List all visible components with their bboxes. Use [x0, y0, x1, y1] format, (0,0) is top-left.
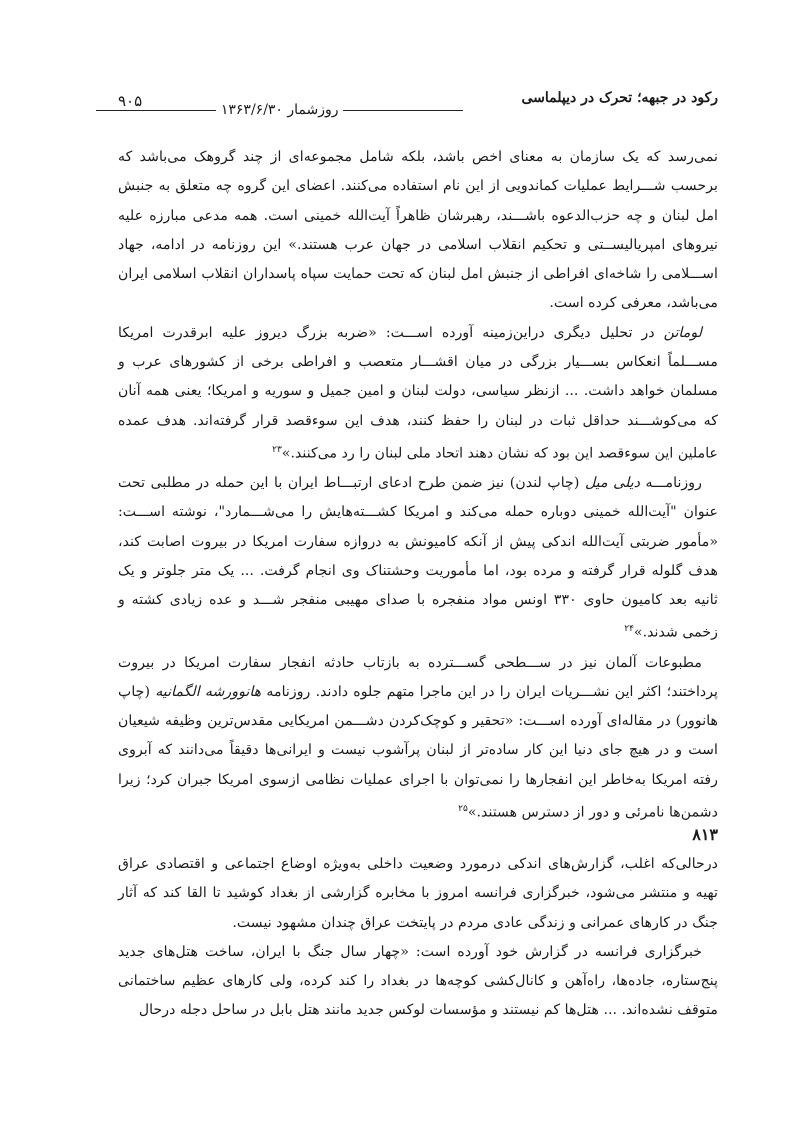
- publication-name: هانوورشه الگمانیه: [155, 683, 262, 700]
- paragraph: [118, 850, 718, 938]
- footnote-marker: ۲۳: [272, 444, 282, 455]
- paragraph-text: نمی‌رسد که یک سازمان به معنای اخص باشد، بلکه شامل مجموعه‌ای از چند گروهک می‌باشد که برحسب شـــرایط عملیات کماندویی از این نام استفاده می‌کنند. اعضای این گروه چه متعلق به جنبش امل لبنان و چه حزب‌الدعوه باشـــند، رهبرشان ظاهراً آیت‌الله خمینی است. همه مدعی مبارزه علیه نیروهای امپریالیســتی و تحکیم انقلاب اسلامی در جهان عرب هستند.» این روزنامه در ادامه، جهاد اســـلامی را شاخه‌ای افراطی از جنبش امل لبنان که تحت حمایت سپاه پاسداران انقلاب اسلامی ایران می‌باشد، معرفی کرده است.: [118, 149, 718, 312]
- section-number: ۸۱۳: [692, 825, 718, 844]
- paragraph-text: روزنامـــه: [639, 475, 702, 491]
- header-rule-right: [343, 110, 463, 111]
- header-rule-left: [96, 110, 216, 111]
- paragraph-text: (چاپ هانوور) در مقاله‌ای آورده اســـت: «تحقیر و کوچک‌کردن دشـــمن امریکایی مقدس‌ترین وظیفه شیعیان است و در هیچ جای دنیا این کار ساده‌تر از لبنان پرآشوب نیست و ایرانی‌ها دقیقاً می‌دانند که آبروی رفته امریکا به‌خاطر این انفجارها را نمی‌توان با اجرای عملیات نظامی ازسوی امریکا جبران کرد؛ زیرا دشمن‌ها نامرئی و دور از دسترس هستند.»: [118, 683, 718, 821]
- paragraph-text: (چاپ لندن) نیز ضمن طرح ادعای ارتبـــاط ایران با این حمله در مطلبی تحت عنوان "آیت‌الله خمینی دوباره حمله می‌کند و امریکا کشـــته‌هایش را می‌شـــمارد"، نوشته اســـت: «مأمور ضربتی آیت‌الله اندکی پیش از آنکه کامیونش به دروازه سفارت امریکا در بیروت اصابت کند، هدف گلوله قرار گرفته و مرده بود، اما مأموریت وحشتناک وی انجام گرفت. ... یک متر جلوتر و یک ثانیه بعد کامیون حاوی ۳۳۰ اونس مواد منفجره با صدای مهیبی منفجر شـــد و عده زیادی کشته و زخمی شدند.»: [118, 475, 718, 642]
- date-line-text: روزشمار ۱۳۶۳/۶/۳۰: [220, 102, 339, 118]
- page-number: ۹۰۵: [118, 92, 143, 110]
- body-text: [118, 143, 718, 828]
- page-header: [118, 86, 718, 126]
- footnote-marker: ۲۴: [624, 624, 634, 635]
- paragraph: [118, 143, 718, 319]
- paragraph-text: درحالی‌که اغلب، گزارش‌های اندکی درمورد وضعیت داخلی به‌ویژه اوضاع اجتماعی و اقتصادی عراق تهیه و منتشر می‌شود، خبرگزاری فرانسه امروز با مخابره گزارشی از بغداد کوشید تا القا کند که آثار جنگ در کارهای عمرانی و زندگی عادی مردم در پایتخت عراق چندان مشهود نیست.: [118, 856, 718, 931]
- paragraph-text: خبرگزاری فرانسه در گزارش خود آورده است: «چهار سال جنگ با ایران، ساخت هتل‌های جدید پنج‌ستاره، جاده‌ها، راه‌آهن و کانال‌کشی کوچه‌ها در بغداد را کند کرده، ولی کارهای عظیم ساختمانی متوقف نشده‌اند. ... هتل‌ها کم نیستند و مؤسسات لوکس جدید مانند هتل بابل در ساحل دجله درحال: [118, 943, 718, 1019]
- paragraph: [118, 319, 718, 469]
- running-title: رکود در جبهه؛ تحرک در دیپلماسی: [521, 90, 718, 106]
- paragraph-text: مطبوعات آلمان نیز در ســـطحی گســـترده به بازتاب حادثه انفجار سفارت امریکا در بیروت پرداختند؛ اکثر این نشـــریات ایران را در این ماجرا متهم جلوه دادند. روزنامه: [118, 654, 719, 700]
- footnote-marker: ۲۵: [458, 804, 468, 814]
- paragraph-text: در تحلیل دیگری دراین‌زمینه آورده اســـت: «ضربه بزرگ دیروز علیه ابرقدرت امریکا مســـلماً انعکاس بســـیار بزرگی در میان اقشـــار متعصب و افراطی برخی از کشورهای عرب و مسلمان خواهد داشت. ... ازنظر سیاسی، دولت لبنان و امین جمیل و سوریه و امریکا؛ یعنی همه آنان که می‌کوشـــند حداقل ثبات در لبنان را حفظ کنند، هدف این سوءقصد قرار گرفته‌اند. هدف عمده عاملین این سوءقصد این بود که نشان دهند اتحاد ملی لبنان را رد می‌کنند.»: [118, 324, 718, 462]
- section-text: [118, 850, 718, 1026]
- paragraph: [118, 469, 718, 649]
- paragraph: [118, 649, 718, 829]
- date-line: [96, 102, 463, 118]
- publication-name: دیلی میل: [584, 475, 640, 491]
- paragraph: [118, 938, 718, 1026]
- publication-name: لوماتن: [663, 324, 702, 341]
